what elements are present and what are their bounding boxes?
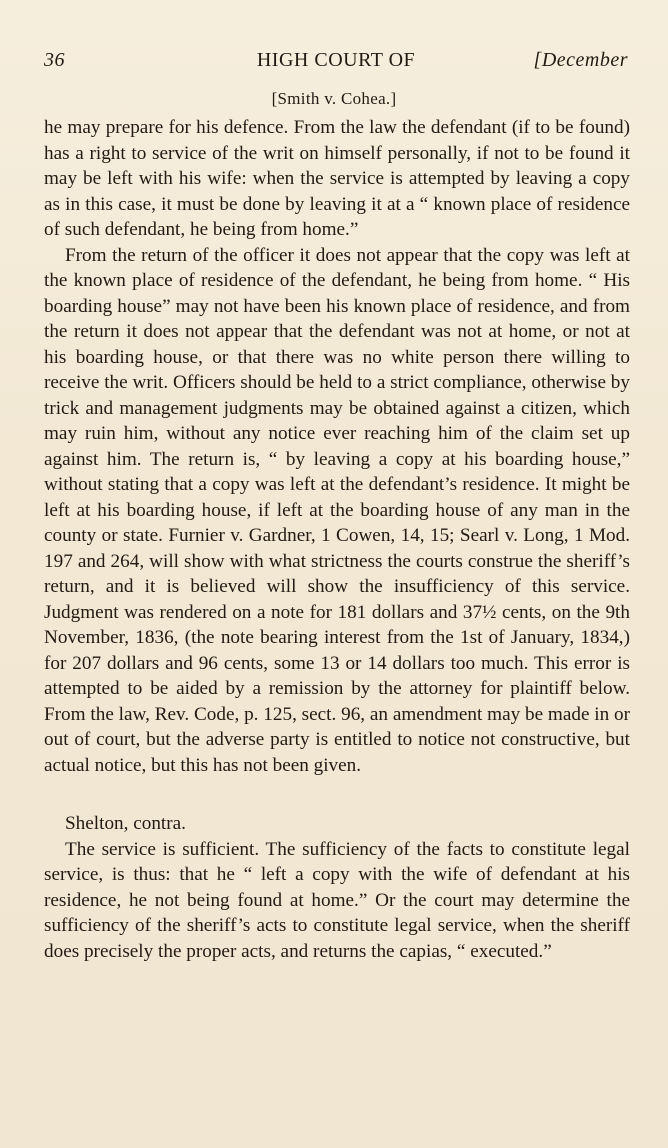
case-caption: [Smith v. Cohea.] xyxy=(271,89,397,108)
page-number: 36 xyxy=(44,49,65,71)
running-month: [December xyxy=(533,49,628,71)
paragraph-service-sufficient: The service is sufficient. The sufficiency of the facts to constitute legal service, is thus: that he “ left a copy with the wife of defendant at his residence, he not being found at home.” Or the court may determine the sufficiency of the sheriff’s acts to constitute legal service, when the sheriff does precisely the proper acts, and returns the capias, “ executed.” xyxy=(44,838,630,962)
paragraph-continuation: he may prepare for his defence. From the law the defendant (if to be found) has a right to service of the writ on himself personally, if not to be found it may be left with his wife: when the service is attempted by leaving a copy as in this case, it must be done by leaving it at a “ known place of residence of such defendant, he being from home.” xyxy=(44,117,630,240)
running-head xyxy=(44,46,628,74)
counsel-heading: Shelton, contra. xyxy=(65,813,186,834)
paragraph-officer-return: From the return of the officer it does not appear that the copy was left at the known place of residence of the defendant, he being from home. “ His boarding house” may not have been his known place of residence, and from the return it does not appear that the defendant was not at home, or not at his boarding house, or that there was no white person there willing to receive the writ. Officers should be held to a strict compliance, otherwise by trick and management judgments may be obtained against a citizen, which may ruin him, without any notice ever reaching him of the claim set up against him. The return is, “ by leaving a copy at his boarding house,” without stating that a copy was left at the defendant’s residence. It might be left at his boarding house, if left at the boarding house of any man in the county or state. Furnier v. Gardner, 1 Cowen, 14, 15; Searl v. Long, 1 Mod. 197 and 264, will show with what strictness the courts construe the sheriff’s return, and it is believed will show the insufficiency of this service. Judgment was rendered on a note for 181 dollars and 37½ cents, on the 9th November, 1836, (the note bearing interest from the 1st of January, 1834,) for 207 dollars and 96 cents, some 13 or 14 dollars too much. This error is attempted to be aided by a remission by the attorney for plaintiff below. From the law, Rev. Code, p. 125, sect. 96, an amendment may be made in or out of court, but the adverse party is entitled to notice not constructive, but actual notice, but this has not been given. xyxy=(44,244,630,776)
body-text xyxy=(44,115,630,964)
running-title: HIGH COURT OF xyxy=(256,49,416,71)
section-gap xyxy=(44,778,630,811)
